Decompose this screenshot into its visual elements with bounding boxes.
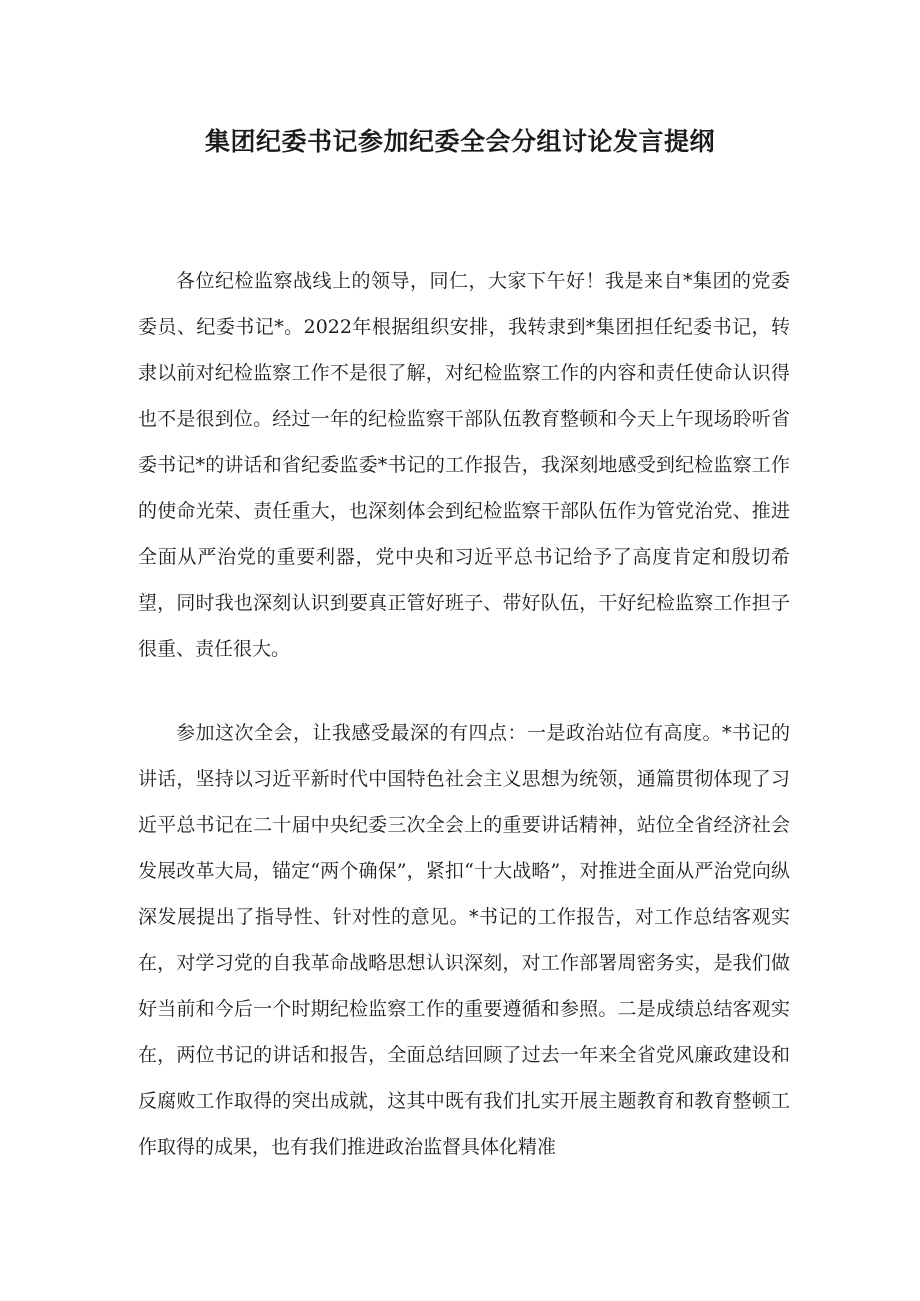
paragraph-2: 参加这次全会，让我感受最深的有四点：一是政治站位有高度。*书记的讲话，坚持以习近平新时代中国特色社会主义思想为统领，通篇贯彻体现了习近平总书记在二十届中央纪委三次全会上的重要讲话精神，站位全省经济社会发展改革大局，锚定“两个确保”，紧扣“十大战略”，对推进全面从严治党向纵深发展提出了指导性、针对性的意见。*书记的工作报告，对工作总结客观实在，对学习党的自我革命战略思想认识深刻，对工作部署周密务实，是我们做好当前和今后一个时期纪检监察工作的重要遵循和参照。二是成绩总结客观实在，两位书记的讲话和报告，全面总结回顾了过去一年来全省党风廉政建设和反腐败工作取得的突出成就，这其中既有我们扎实开展主题教育和教育整顿工作取得的成果，也有我们推进政治监督具体化精准	[138, 722, 790, 1158]
paragraph-1: 各位纪检监察战线上的领导，同仁，大家下午好！我是来自*集团的党委委员、纪委书记*。2022年根据组织安排，我转隶到*集团担任纪委书记，转隶以前对纪检监察工作不是很了解，对纪检监察工作的内容和责任使命认识得也不是很到位。经过一年的纪检监察干部队伍教育整顿和今天上午现场聆听省委书记*的讲话和省纪委监委*书记的工作报告，我深刻地感受到纪检监察工作的使命光荣、责任重大，也深刻体会到纪检监察干部队伍作为管党治党、推进全面从严治党的重要利器，党中央和习近平总书记给予了高度肯定和殷切希望，同时我也深刻认识到要真正管好班子、带好队伍，干好纪检监察工作担子很重、责任很大。	[138, 270, 790, 660]
document-title: 集团纪委书记参加纪委全会分组讨论发言提纲	[204, 127, 715, 156]
